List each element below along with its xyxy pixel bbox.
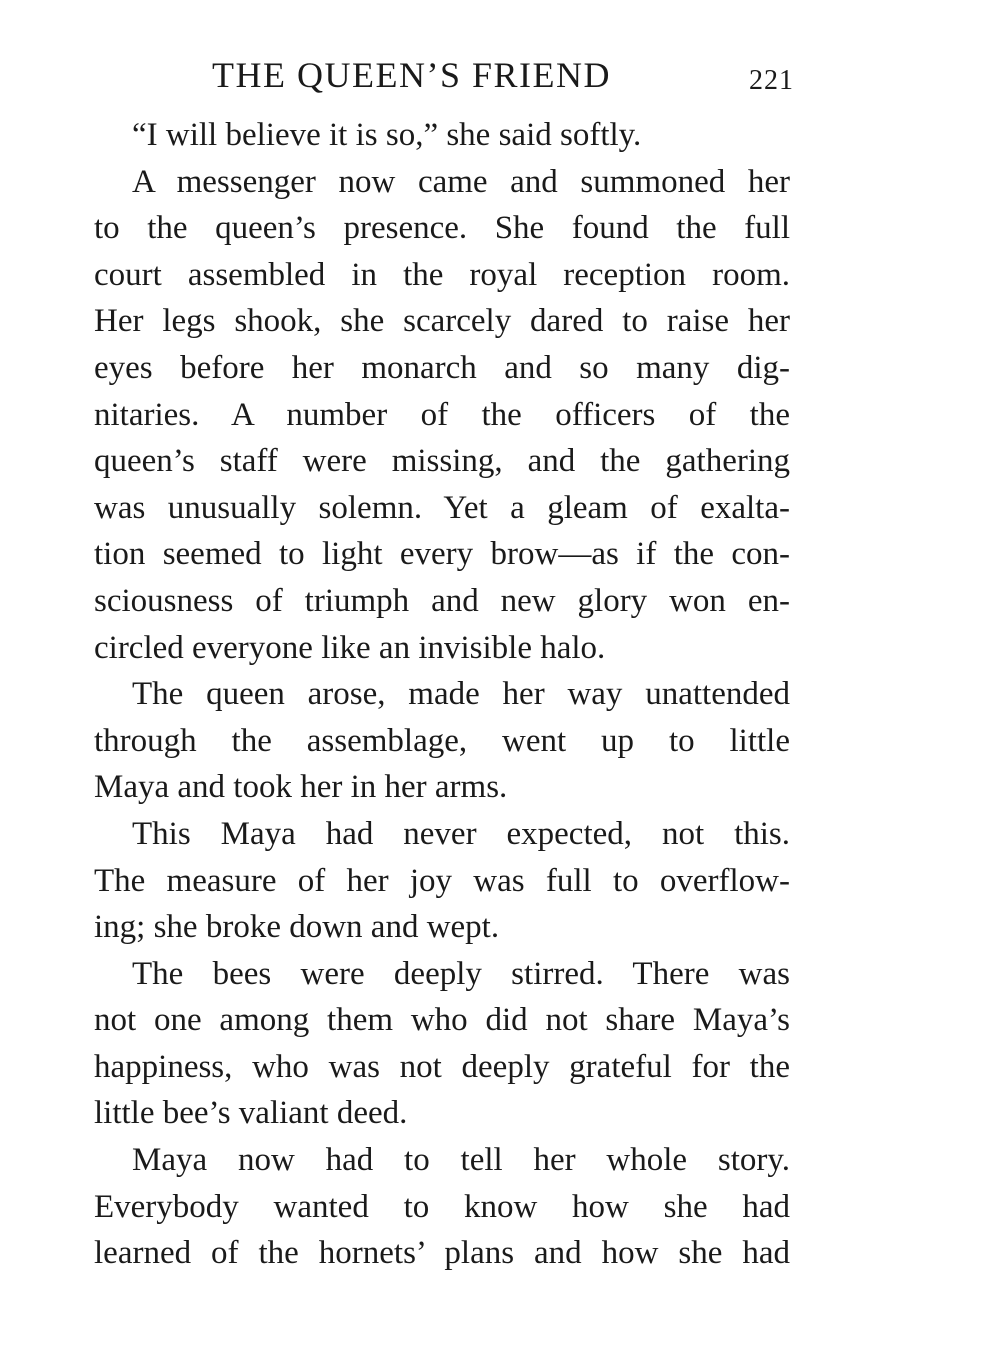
page-number: 221 — [749, 65, 794, 96]
text-line: through the assemblage, went up to little — [94, 722, 790, 759]
running-head — [94, 50, 794, 100]
text-line: This Maya had never expected, not this. — [132, 815, 790, 852]
text-line: court assembled in the royal reception room. — [94, 256, 790, 293]
text-line: little bee’s valiant deed. — [94, 1095, 408, 1132]
text-line: nitaries. A number of the officers of the — [94, 396, 790, 433]
text-line: was unusually solemn. Yet a gleam of exalta- — [94, 489, 790, 526]
text-line: circled everyone like an invisible halo. — [94, 629, 606, 666]
text-line: The queen arose, made her way unattended — [132, 676, 790, 713]
text-line: to the queen’s presence. She found the full — [94, 210, 790, 247]
text-line: Everybody wanted to know how she had — [94, 1188, 790, 1225]
text-line: The measure of her joy was full to overflow- — [94, 862, 790, 899]
running-title: THE QUEEN’S FRIEND — [212, 55, 611, 95]
text-line: queen’s staff were missing, and the gathering — [94, 443, 790, 480]
body-text — [94, 112, 790, 1277]
text-line: Her legs shook, she scarcely dared to raise her — [94, 303, 790, 340]
text-line: The bees were deeply stirred. There was — [132, 955, 790, 992]
text-line: eyes before her monarch and so many dig- — [94, 349, 790, 386]
text-line: happiness, who was not deeply grateful for the — [94, 1048, 790, 1085]
text-line: Maya now had to tell her whole story. — [132, 1142, 790, 1179]
text-line: sciousness of triumph and new glory won en- — [94, 582, 790, 619]
text-line: learned of the hornets’ plans and how she had — [94, 1235, 790, 1272]
text-line: tion seemed to light every brow—as if the con- — [94, 536, 790, 573]
text-line: Maya and took her in her arms. — [94, 769, 508, 806]
text-line: not one among them who did not share Maya’s — [94, 1002, 790, 1039]
text-line: “I will believe it is so,” she said softly. — [132, 117, 642, 153]
text-line: A messenger now came and summoned her — [132, 163, 790, 200]
text-line: ing; she broke down and wept. — [94, 909, 500, 946]
